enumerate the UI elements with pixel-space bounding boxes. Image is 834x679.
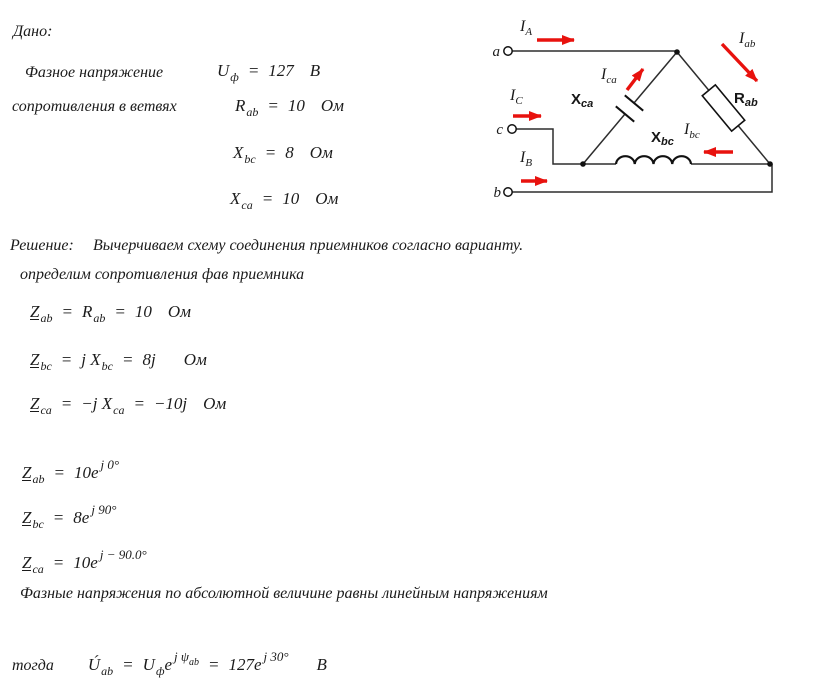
unit: В	[309, 61, 321, 80]
current-ica-label: $I_{ca}$	[601, 66, 617, 86]
formula-x-ca	[230, 189, 338, 213]
formula-z-ca	[30, 394, 226, 418]
equals-sign: =	[60, 350, 73, 369]
terminal-b-label: b	[493, 185, 501, 201]
value: 8e	[73, 508, 90, 527]
exponent: j 90°	[91, 502, 117, 517]
solution-step2: определим сопротивления фав приемника	[20, 266, 305, 283]
equals-sign: =	[61, 302, 73, 321]
subscript: bc	[101, 359, 113, 373]
terminals	[504, 47, 516, 196]
wire-ca-lower	[583, 114, 625, 164]
value: 127	[268, 61, 294, 80]
z-symbol: Z	[30, 302, 40, 321]
node-dot	[580, 161, 586, 167]
unit: Ом	[203, 394, 227, 413]
given-title: Дано:	[13, 23, 53, 40]
exponent	[174, 649, 199, 668]
exponent: j 0°	[100, 457, 120, 472]
symbol: R	[235, 96, 246, 115]
subscript: ca	[113, 403, 125, 417]
arrow-ica	[627, 69, 643, 90]
terminal-c-circle	[508, 125, 516, 133]
subscript: ab	[246, 105, 259, 119]
capacitor-plate	[616, 106, 634, 121]
value: 8j	[142, 350, 156, 369]
terminal-a-label: a	[492, 44, 500, 60]
z-symbol: Z	[22, 463, 32, 482]
terminal-b-circle	[504, 188, 512, 196]
unit: Ом	[183, 350, 207, 369]
phase-voltage-label: Фазное напряжение	[25, 64, 164, 81]
subscript: ab	[93, 311, 106, 325]
equals-sign: =	[261, 189, 274, 208]
wire-line-b	[513, 164, 773, 192]
mid-symbol: −j X	[81, 394, 113, 413]
component-xca-label: $X_{ca}$	[571, 91, 594, 110]
value: 127e	[228, 655, 262, 674]
exponent-j-psi: j ψ	[174, 649, 189, 664]
circuit-diagram	[485, 5, 834, 205]
capacitor-plate	[625, 95, 643, 110]
unit: В	[316, 655, 327, 674]
unit: Ом	[320, 96, 345, 115]
symbol: X	[230, 189, 241, 208]
formula-z-bc	[30, 350, 207, 374]
formula-u-ab-final	[12, 649, 327, 679]
z-symbol: Z	[30, 394, 40, 413]
value: 10e	[73, 553, 98, 572]
unit: Ом	[167, 302, 191, 321]
subscript: bc	[32, 517, 44, 531]
z-symbol: Z	[22, 553, 32, 572]
u-dot-symbol: Ú	[87, 655, 101, 674]
equals-sign: =	[133, 394, 145, 413]
terminal-c-label: c	[496, 122, 503, 138]
equals-sign: =	[114, 302, 126, 321]
equals-sign: =	[267, 96, 279, 115]
formula-r-ab	[235, 96, 344, 120]
formula-u-phase	[217, 61, 320, 85]
inductor-xbc-coil	[616, 156, 691, 164]
equals-sign: =	[264, 143, 277, 162]
equals-sign: =	[52, 508, 65, 527]
node-dot	[767, 161, 773, 167]
component-rab-label: $R_{ab}$	[734, 90, 758, 109]
solution-step1: Вычерчиваем схему соединения приемников согласно варианту.	[93, 237, 524, 254]
unit: Ом	[315, 189, 339, 208]
formula-z-ab-exp	[22, 457, 119, 487]
subscript: ca	[32, 562, 44, 576]
value: −10j	[153, 394, 188, 413]
unit: Ом	[309, 143, 333, 162]
symbol: U	[217, 61, 230, 80]
mid-symbol: j X	[81, 350, 101, 369]
resistances-label: сопротивления в ветвях	[12, 98, 177, 115]
solution-note: Фазные напряжения по абсолютной величине равны линейным напряжениям	[20, 585, 548, 602]
symbol: X	[233, 143, 244, 162]
solution-label: Решение:	[10, 237, 74, 254]
e-base: e	[164, 655, 173, 674]
inductor-coil	[616, 156, 691, 164]
current-iab-label: $I_{ab}$	[739, 30, 756, 50]
current-ib-label: $I_B$	[520, 149, 533, 169]
subscript: ф	[230, 70, 239, 84]
value: 8	[285, 143, 294, 162]
exponent: j − 90.0°	[99, 547, 147, 562]
exponent: j 30°	[263, 649, 289, 664]
equals-sign: =	[247, 61, 260, 80]
wire-ca-upper	[634, 52, 677, 103]
z-symbol: Z	[22, 508, 32, 527]
formula-z-ca-exp	[22, 547, 147, 577]
equals-sign: =	[122, 655, 134, 674]
subscript: ab	[40, 311, 53, 325]
value: 10	[282, 189, 300, 208]
equals-sign: =	[52, 553, 65, 572]
value: 10e	[73, 463, 99, 482]
z-symbol: Z	[30, 350, 40, 369]
subscript: ab	[101, 664, 114, 678]
subscript: ca	[241, 198, 253, 212]
mid-symbol: R	[81, 302, 93, 321]
equals-sign: =	[60, 394, 73, 413]
equals-sign: =	[121, 350, 134, 369]
value: 10	[134, 302, 152, 321]
u-phase-symbol: U	[142, 655, 155, 674]
capacitor-xca	[616, 95, 643, 121]
equals-sign: =	[207, 655, 220, 674]
formula-z-ab	[30, 302, 191, 326]
terminal-a-circle	[504, 47, 512, 55]
subscript: ca	[40, 403, 52, 417]
exponent-subscript: ab	[188, 657, 199, 668]
value: 10	[287, 96, 305, 115]
node-dot	[674, 49, 680, 55]
subscript: ab	[32, 472, 45, 486]
current-ia-label: $I_A$	[520, 18, 533, 38]
equals-sign: =	[53, 463, 65, 482]
subscript: bc	[40, 359, 52, 373]
subscript: bc	[244, 152, 256, 166]
component-xbc-label: $X_{bc}$	[651, 129, 674, 148]
subscript: ф	[155, 664, 165, 678]
current-ibc-label: $I_{bc}$	[684, 121, 700, 141]
current-ic-label: $I_C$	[510, 87, 523, 107]
intro-word: тогда	[12, 657, 54, 674]
formula-z-bc-exp	[22, 502, 116, 532]
formula-x-bc	[233, 143, 333, 167]
